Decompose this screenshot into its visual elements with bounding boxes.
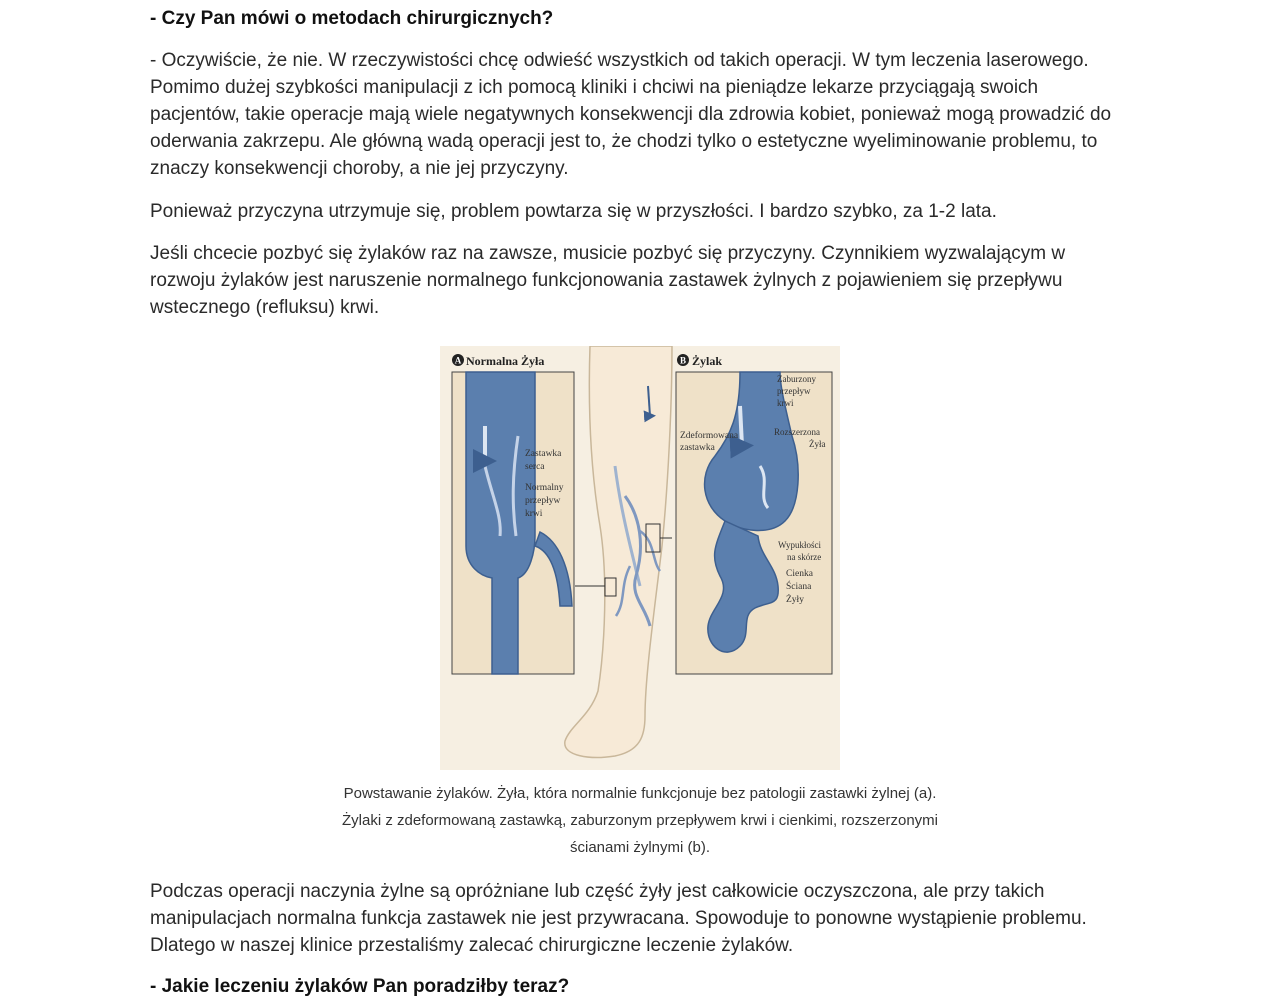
panel-varicose-vein	[676, 354, 832, 674]
paragraph: Ponieważ przyczyna utrzymuje się, problem powtarza się w przyszłości. I bardzo szybko, za 1-2 lata.	[150, 201, 997, 222]
caption-line: Powstawanie żylaków. Żyła, która normalnie funkcjonuje bez patologii zastawki żylnej (a).	[343, 785, 937, 802]
question-heading: - Jakie leczeniu żylaków Pan poradziłby teraz?	[150, 976, 570, 997]
varicose-veins-illustration	[440, 346, 840, 770]
panel-normal-vein	[452, 354, 574, 674]
label-disturbed-flow: Zaburzony	[777, 374, 816, 384]
label-disturbed-flow: krwi	[777, 398, 794, 408]
label-deformed-valve: Zdeformowana	[680, 431, 739, 441]
label-dilated-vein: Rozszerzona	[774, 427, 820, 437]
label-flow: przepływ	[525, 496, 561, 506]
label-disturbed-flow: przepływ	[777, 386, 811, 396]
label-thin-wall: Ściana	[786, 582, 812, 592]
label-skin-bulge: Wypukłości	[778, 540, 821, 550]
panel-a-badge-label: A	[454, 355, 462, 366]
figure-caption	[290, 780, 990, 861]
label-deformed-valve: zastawka	[680, 443, 715, 453]
label-thin-wall: Żyły	[786, 595, 804, 605]
label-valve: Zastawka	[525, 449, 562, 459]
panel-a-title: Normalna Żyła	[466, 354, 545, 368]
paragraph: Podczas operacji naczynia żylne są opróżniane lub część żyły jest całkowicie oczyszczona, ale przy takich manipulacjach normalna funkcja zastawek nie jest przywracana. Spowoduje to ponowne wystąpienie problemu. Dlatego w naszej klinice przestaliśmy zalecać chirurgiczne leczenie żylaków.	[150, 881, 1087, 956]
paragraph: Jeśli chcecie pozbyć się żylaków raz na zawsze, musicie pozbyć się przyczyny. Czynnikiem wyzwalającym w rozwoju żylaków jest naruszenie normalnego funkcjonowania zastawek żylnych z pojawieniem się przepływu wstecznego (refluksu) krwi.	[150, 243, 1066, 318]
paragraph: - Oczywiście, że nie. W rzeczywistości chcę odwieść wszystkich od takich operacji. W tym leczenia laserowego. Pomimo dużej szybkości manipulacji z ich pomocą kliniki i chciwi na pieniądze lekarze przyciągają swoich pacjentów, takie operacje mają wiele negatywnych konsekwencji dla zdrowia kobiet, ponieważ mogą prowadzić do oderwania zakrzepu. Ale główną wadą operacji jest to, że chodzi tylko o estetyczne wyeliminowanie problemu, to znaczy konsekwencji choroby, a nie jej przyczyny.	[150, 50, 1112, 179]
label-valve: serca	[525, 462, 545, 472]
label-flow: krwi	[525, 509, 543, 519]
caption-line: ścianami żylnymi (b).	[569, 839, 711, 856]
label-dilated-vein: Żyła	[809, 439, 826, 449]
caption-line: Żylaki z zdeformowaną zastawką, zaburzonym przepływem krwi i cienkimi, rozszerzonymi	[341, 812, 938, 829]
panel-b-badge-label: B	[679, 355, 687, 366]
question-heading: - Czy Pan mówi o metodach chirurgicznych?	[150, 8, 554, 29]
label-flow: Normalny	[525, 483, 564, 493]
label-thin-wall: Cienka	[786, 569, 813, 579]
panel-b-title: Żylak	[692, 354, 723, 368]
label-skin-bulge: na skórze	[787, 552, 822, 562]
